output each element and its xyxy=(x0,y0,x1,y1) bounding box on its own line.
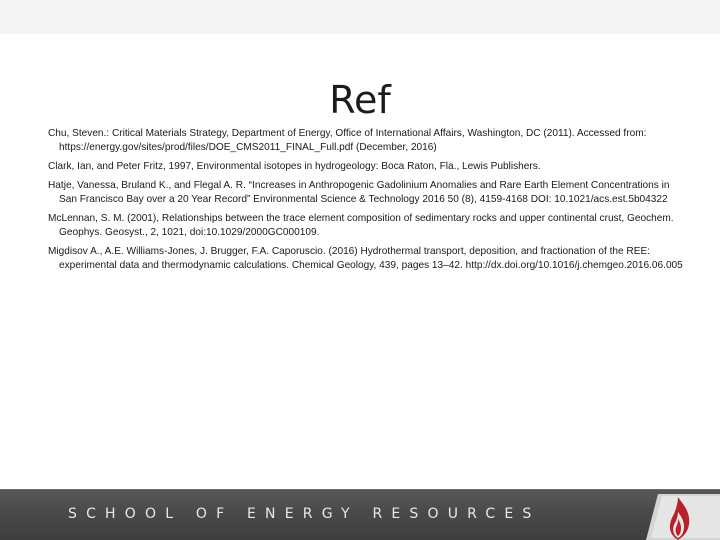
footer-school-name: SCHOOL OF ENERGY RESOURCES xyxy=(68,506,541,522)
reference-item: McLennan, S. M. (2001), Relationships between the trace element composition of sedimentary rocks and upper continental crust, Geochem. Geophys. Geosyst., 2, 1021, doi:10.1029/2000GC000109. xyxy=(48,213,674,238)
footer-bar xyxy=(0,489,720,540)
reference-item: Hatje, Vanessa, Bruland K., and Flegal A. R. “Increases in Anthropogenic Gadolinium Anomalies and Rare Earth Element Concentrations in San Francisco Bay over a 20 Year Record” Environmental Science & Technology 2016 50 (8), 4159-4168 DOI: 10.1021/acs.est.5b04322 xyxy=(48,180,670,205)
top-band xyxy=(0,0,720,34)
reference-item: Chu, Steven.: Critical Materials Strategy, Department of Energy, Office of International Affairs, Washington, DC (2011). Accessed from: https://energy.gov/sites/prod/files/DOE_CMS2011_FINAL_Full.pdf (December, 2016) xyxy=(48,128,647,153)
slide-title: Ref xyxy=(329,78,391,123)
reference-item: Migdisov A., A.E. Williams-Jones, J. Brugger, F.A. Caporuscio. (2016) Hydrothermal transport, deposition, and fractionation of the REE: experimental data and thermodynamic calculations. Chemical Geology, 439, pages 13–42. http://dx.doi.org/10.1016/j.chemgeo.2016.06.005 xyxy=(48,246,683,271)
reference-item: Clark, Ian, and Peter Fritz, 1997, Environmental isotopes in hydrogeology: Boca Raton, Fla., Lewis Publishers. xyxy=(48,161,541,172)
flame-logo-icon xyxy=(634,494,720,540)
reference-list xyxy=(48,127,686,278)
